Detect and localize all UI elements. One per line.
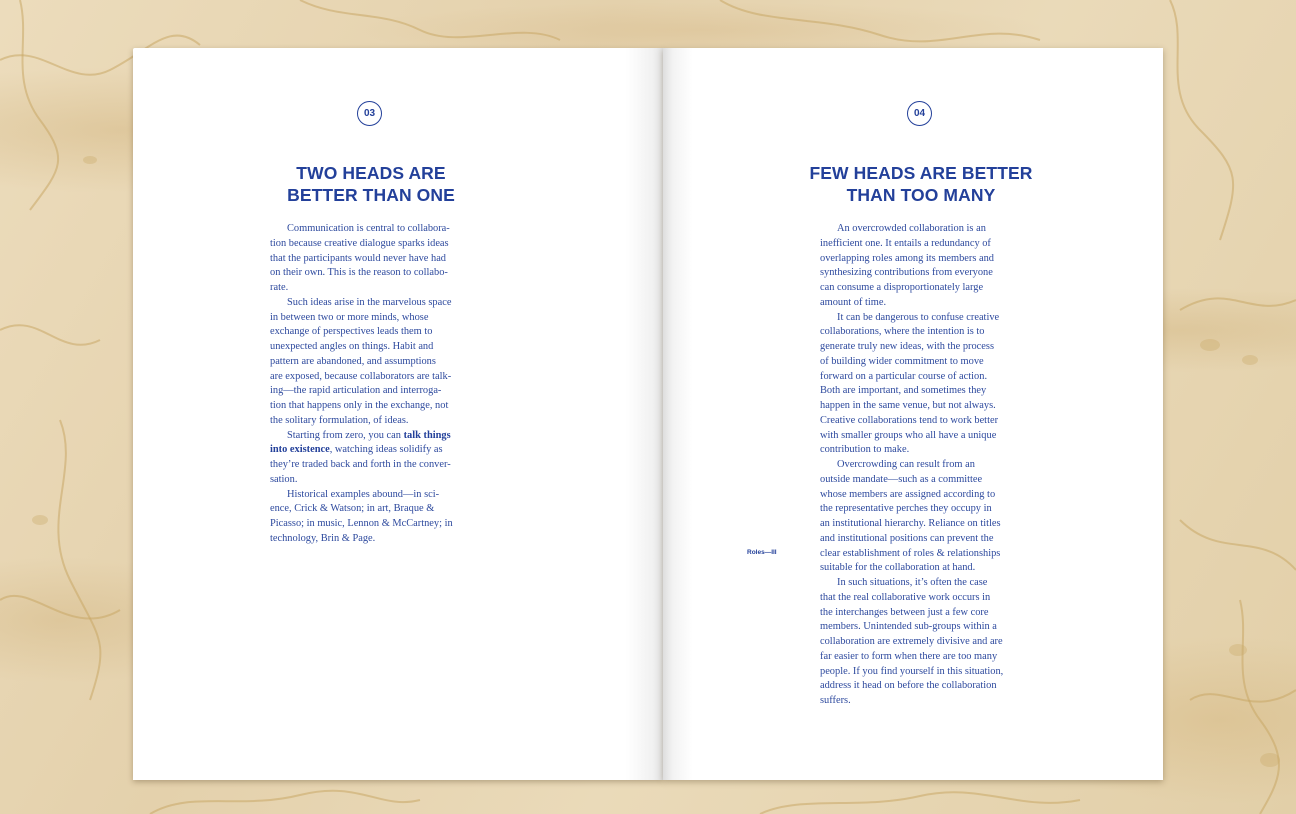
text-line [270, 458, 470, 473]
text-line [820, 311, 1022, 326]
text-run: that the participants would never have had [270, 252, 447, 264]
text-run: the representative perches they occupy in [820, 503, 992, 515]
text-line [270, 488, 470, 503]
text-run: rate. [270, 282, 289, 293]
text-run: Creative collaborations tend to work better [820, 414, 999, 426]
text-line [270, 355, 470, 370]
text-line [270, 237, 470, 252]
heading-line: FEW HEADS ARE BETTER [809, 163, 1033, 183]
text-run: ence, Crick & Watson; in art, Braque & [270, 503, 435, 515]
text-run: address it head on before the collaboration [820, 680, 997, 692]
left-page [133, 48, 663, 780]
right-page [663, 48, 1163, 780]
text-line [820, 488, 1022, 503]
text-line [270, 340, 470, 355]
text-line [820, 458, 1022, 473]
heading-line: THAN TOO MANY [846, 185, 996, 205]
text-run: overlapping roles among its members and [820, 252, 995, 264]
emphasis-text: talk things [403, 429, 451, 441]
text-line [820, 532, 1022, 547]
text-line [820, 473, 1022, 488]
text-line [820, 502, 1022, 517]
text-run: Picasso; in music, Lennon & McCartney; in [270, 518, 453, 529]
text-run: can consume a disproportionately large [820, 282, 984, 293]
text-run: Overcrowding can result from an [837, 459, 975, 470]
text-line [270, 325, 470, 340]
text-run: are exposed, because collaborators are talk- [270, 370, 452, 382]
text-line [820, 650, 1022, 665]
text-run: An overcrowded collaboration is an [837, 223, 986, 234]
text-run: Historical examples abound—in sci- [287, 488, 440, 500]
text-run: ing—the rapid articulation and interroga- [270, 385, 442, 397]
text-line [820, 296, 1022, 311]
text-run: Such ideas arise in the marvelous space [287, 296, 452, 308]
page-heading [800, 162, 1042, 206]
text-run: collaboration are extremely divisive and are [820, 636, 1003, 647]
text-run: forward on a particular course of action. [820, 370, 988, 382]
text-line [270, 370, 470, 385]
heading-line: TWO HEADS ARE [296, 163, 446, 183]
text-line [820, 399, 1022, 414]
text-run: with smaller groups who all have a unique [820, 429, 997, 441]
text-run: inefficient one. It entails a redundancy of [820, 237, 991, 249]
page-number-badge: 04 [907, 101, 932, 126]
emphasis-text: into existence [270, 444, 330, 456]
text-run: in between two or more minds, whose [270, 311, 429, 323]
text-run: of building wider commitment to move [820, 355, 984, 367]
text-line [820, 665, 1022, 680]
text-run: Communication is central to collabora- [287, 223, 450, 234]
text-line [820, 355, 1022, 370]
text-run: , watching ideas solidify as [329, 444, 443, 456]
text-line [820, 266, 1022, 281]
text-line [820, 591, 1022, 606]
text-run: members. Unintended sub-groups within a [820, 621, 997, 633]
text-line [270, 502, 470, 517]
text-run: It can be dangerous to confuse creative [837, 311, 1000, 323]
text-line [270, 222, 470, 237]
text-line [820, 606, 1022, 621]
text-run: far easier to form when there are too many [820, 650, 998, 662]
text-line [270, 473, 470, 488]
text-line [820, 443, 1022, 458]
text-line [820, 694, 1022, 709]
text-run: happen in the same venue, but not always. [820, 400, 996, 411]
text-line [270, 517, 470, 532]
running-section-label: Roles—III [747, 549, 777, 556]
text-line [820, 370, 1022, 385]
text-line [270, 296, 470, 311]
text-run: Both are important, and sometimes they [820, 385, 987, 397]
text-line [820, 252, 1022, 267]
text-line [270, 399, 470, 414]
text-line [820, 414, 1022, 429]
text-run: on their own. This is the reason to collabo- [270, 267, 448, 279]
text-run: an institutional hierarchy. Reliance on titles [820, 518, 1001, 529]
text-line [270, 266, 470, 281]
text-line [270, 443, 470, 458]
text-run: people. If you find yourself in this situation, [820, 665, 1004, 677]
text-line [820, 340, 1022, 355]
text-run: technology, Brin & Page. [270, 532, 376, 544]
text-run: unexpected angles on things. Habit and [270, 341, 434, 352]
text-line [820, 222, 1022, 237]
text-run: synthesizing contributions from everyone [820, 267, 993, 279]
text-run: that the real collaborative work occurs in [820, 591, 991, 603]
text-line [270, 384, 470, 399]
text-line [820, 237, 1022, 252]
text-run: outside mandate—such as a committee [820, 473, 983, 485]
text-line [820, 635, 1022, 650]
text-line [820, 325, 1022, 340]
text-run: clear establishment of roles & relationships [820, 547, 1001, 559]
text-line [270, 532, 470, 547]
text-run: the interchanges between just a few core [820, 606, 989, 618]
text-run: suffers. [820, 695, 851, 706]
text-run: suitable for the collaboration at hand. [820, 562, 976, 574]
text-run: contribution to make. [820, 444, 910, 456]
text-run: generate truly new ideas, with the process [820, 341, 994, 352]
text-line [820, 429, 1022, 444]
text-run: Starting from zero, you can [287, 429, 404, 441]
page-heading [251, 162, 491, 206]
text-run: they’re traded back and forth in the conver- [270, 459, 451, 470]
text-run: and institutional positions can prevent the [820, 532, 994, 544]
text-line [270, 311, 470, 326]
text-line [820, 281, 1022, 296]
text-line [820, 679, 1022, 694]
text-run: collaborations, where the intention is to [820, 326, 985, 338]
text-run: In such situations, it’s often the case [837, 577, 988, 588]
body-text [270, 222, 470, 547]
text-line [820, 576, 1022, 591]
text-run: tion because creative dialogue sparks ideas [270, 237, 449, 249]
text-run: whose members are assigned according to [820, 488, 996, 500]
text-line [270, 252, 470, 267]
text-line [820, 517, 1022, 532]
text-line [270, 429, 470, 444]
text-line [820, 561, 1022, 576]
text-run: pattern are abandoned, and assumptions [270, 355, 436, 367]
text-run: amount of time. [820, 296, 887, 308]
body-text [820, 222, 1022, 709]
text-line [820, 620, 1022, 635]
text-line [270, 414, 470, 429]
text-run: the solitary formulation, of ideas. [270, 414, 409, 426]
text-run: exchange of perspectives leads them to [270, 326, 433, 338]
page-number-badge: 03 [357, 101, 382, 126]
heading-line: BETTER THAN ONE [287, 185, 455, 205]
text-line [820, 547, 1022, 562]
text-line [270, 281, 470, 296]
text-run: tion that happens only in the exchange, not [270, 400, 449, 411]
text-run: sation. [270, 473, 298, 485]
text-line [820, 384, 1022, 399]
